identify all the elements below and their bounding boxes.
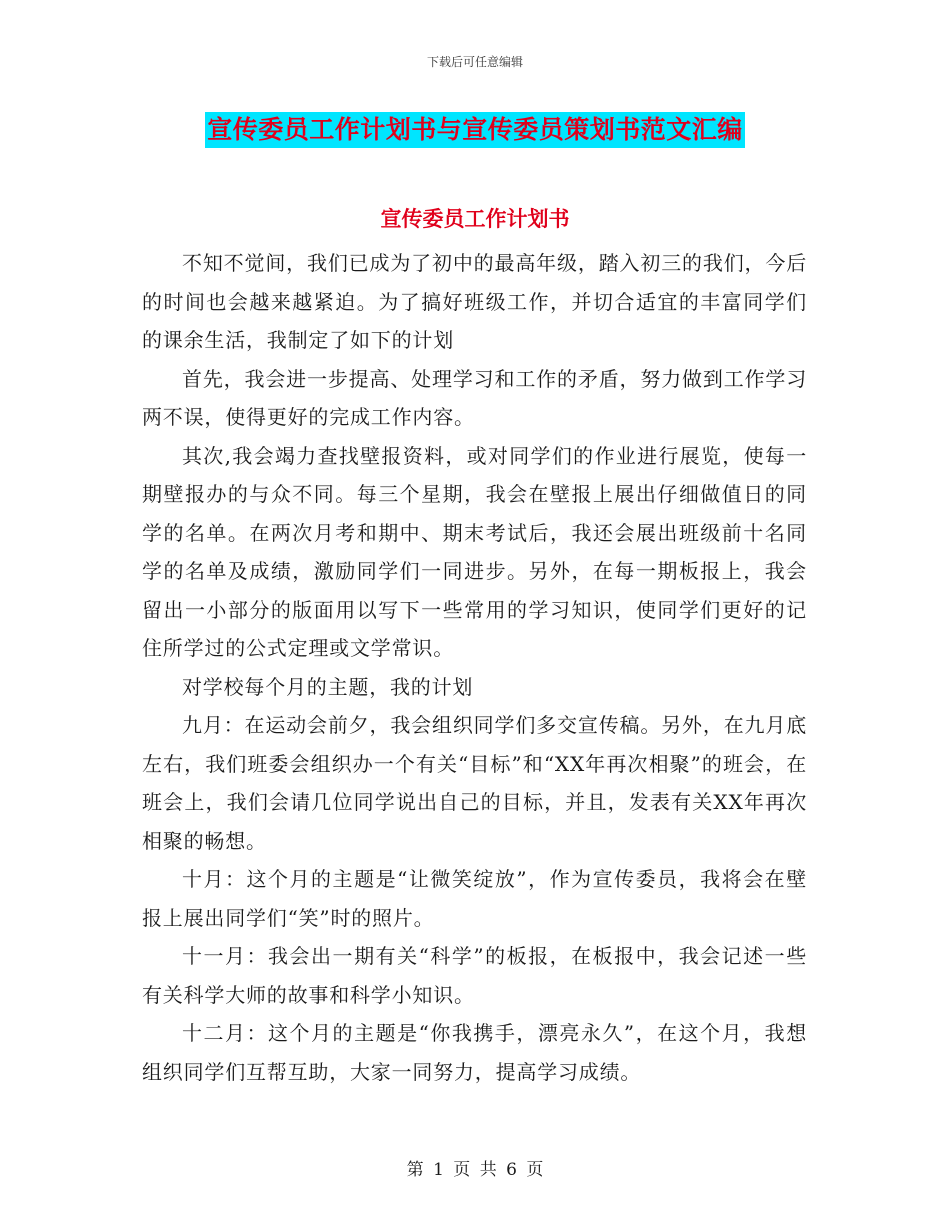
paragraph-october: 十月：这个月的主题是“让微笑绽放”，作为宣传委员，我将会在壁报上展出同学们“笑”时的照片。 (142, 867, 807, 930)
paragraph-december: 十二月：这个月的主题是“你我携手，漂亮永久”，在这个月，我想组织同学们互帮互助，大家一同努力，提高学习成绩。 (142, 1021, 807, 1084)
paragraph-september: 九月：在运动会前夕，我会组织同学们多交宣传稿。另外，在九月底左右，我们班委会组织办一个有关“目标”和“XX年再次相聚”的班会，在班会上，我们会请几位同学说出自己的目标，并且，发表有关XX年再次相聚的畅想。 (142, 713, 807, 853)
document-body (142, 244, 807, 1091)
header-note: 下载后可任意编辑 (426, 55, 523, 69)
paragraph-second: 其次,我会竭力查找壁报资料，或对同学们的作业进行展览，使每一期壁报办的与众不同。每三个星期，我会在壁报上展出仔细做值日的同学的名单。在两次月考和期中、期末考试后，我还会展出班级前十名同学的名单及成绩，激励同学们一同进步。另外，在每一期板报上，我会留出一小部分的版面用以写下一些常用的学习知识，使同学们更好的记住所学过的公式定理或文学常识。 (142, 443, 807, 660)
main-title-container (0, 112, 950, 148)
page-number-footer: 第 1 页 共 6 页 (406, 1160, 544, 1180)
main-title: 宣传委员工作计划书与宣传委员策划书范文汇编 (205, 112, 745, 148)
paragraph-november: 十一月：我会出一期有关“科学”的板报，在板报中，我会记述一些有关科学大师的故事和科学小知识。 (142, 944, 807, 1007)
section-title: 宣传委员工作计划书 (380, 207, 570, 231)
paragraph-monthly-plan-heading: 对学校每个月的主题，我的计划 (182, 674, 474, 699)
paragraph-intro: 不知不觉间，我们已成为了初中的最高年级，踏入初三的我们，今后的时间也会越来越紧迫。为了搞好班级工作，并切合适宜的丰富同学们的课余生活，我制定了如下的计划 (142, 251, 807, 352)
paragraph-first: 首先，我会进一步提高、处理学习和工作的矛盾，努力做到工作学习两不误，使得更好的完成工作内容。 (142, 366, 807, 429)
